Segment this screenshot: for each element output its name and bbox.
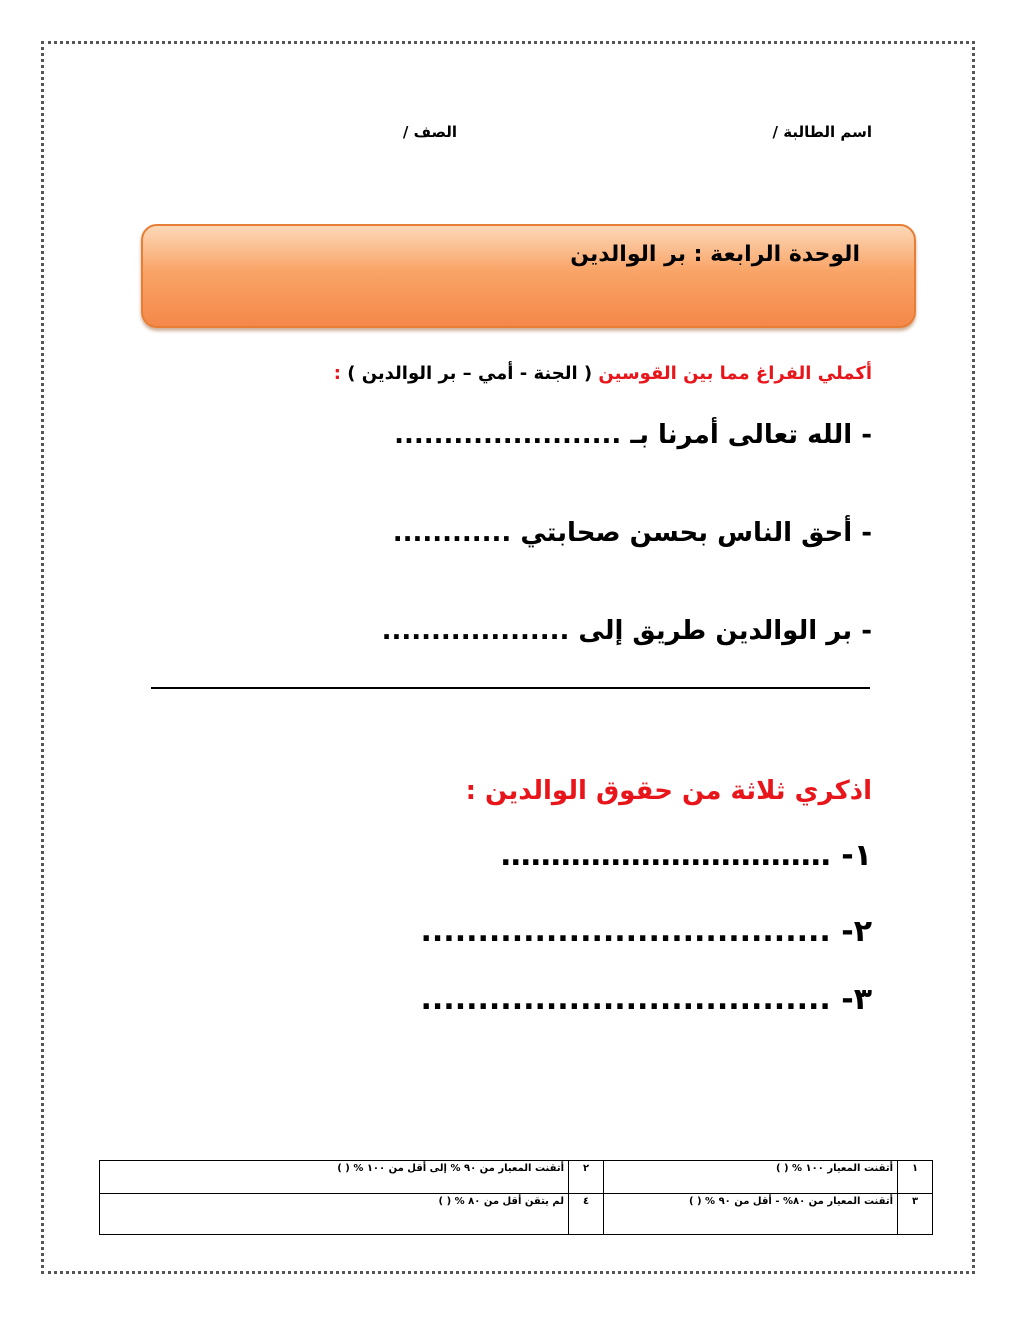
rubric-criterion: أتقنت المعيار من ٨٠% - أقل من ٩٠ % ( ): [604, 1194, 898, 1235]
rubric-number: ٣: [898, 1194, 933, 1235]
rights-answer-3: ٣- ....................................: [420, 982, 872, 1017]
table-row: [100, 1161, 933, 1194]
instruction-choices: ( الجنة - أمي – بر الوالدين ): [347, 363, 593, 384]
fill-blank-instruction: [334, 363, 872, 384]
rights-prompt: اذكري ثلاثة من حقوق الوالدين :: [465, 776, 872, 806]
rubric-number: ١: [898, 1161, 933, 1194]
rubric-number: ٤: [569, 1194, 604, 1235]
rights-answer-2: ٢- ....................................: [420, 914, 872, 949]
rubric-criterion: أتقنت المعيار من ٩٠ % إلى أقل من ١٠٠ % ( ): [100, 1161, 569, 1194]
class-label: الصف /: [402, 123, 457, 141]
instruction-text: أكملي الفراغ مما بين القوسين: [598, 363, 872, 384]
section-divider: [151, 687, 870, 689]
table-row: [100, 1194, 933, 1235]
student-name-label: اسم الطالبة /: [772, 123, 872, 141]
rubric-criterion: أتقنت المعيار ١٠٠ % ( ): [604, 1161, 898, 1194]
fill-blank-question-2: - أحق الناس بحسن صحابتي ............: [392, 518, 872, 548]
rubric-criterion: لم يتقن أقل من ٨٠ % ( ): [100, 1194, 569, 1235]
rubric-number: ٢: [569, 1161, 604, 1194]
assessment-rubric-table: [99, 1160, 933, 1235]
fill-blank-question-1: - الله تعالى أمرنا بـ .......................: [394, 420, 872, 450]
unit-banner: [141, 224, 916, 328]
rights-answer-1: ١- ……………………………: [500, 838, 872, 873]
instruction-colon: :: [333, 363, 341, 384]
fill-blank-question-3: - بر الوالدين طريق إلى ...................: [381, 616, 872, 646]
unit-title: الوحدة الرابعة : بر الوالدين: [570, 242, 860, 267]
